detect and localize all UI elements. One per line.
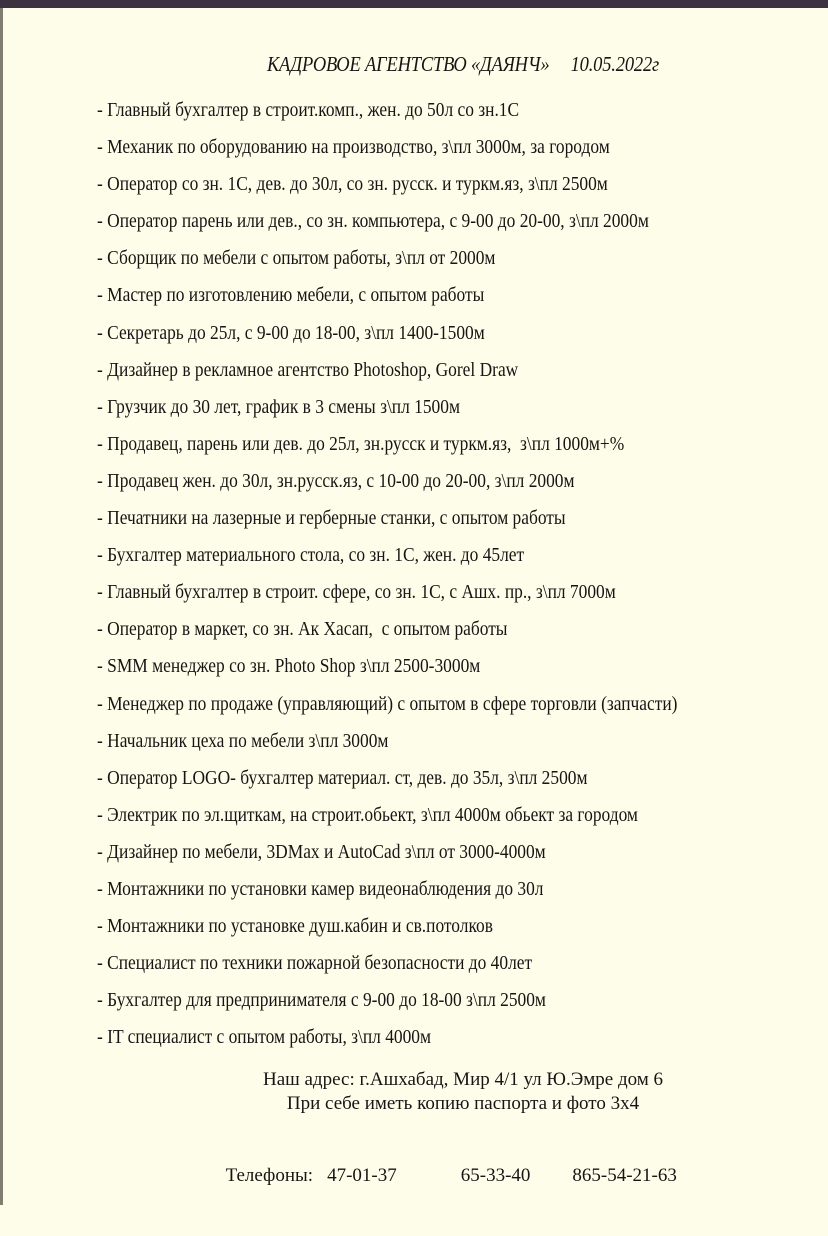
vacancy-item: - Секретарь до 25л, с 9-00 до 18-00, з\пл 1400-1500м xyxy=(97,321,485,344)
vacancy-item: - Продавец, парень или дев. до 25л, зн.русск и туркм.яз, з\пл 1000м+% xyxy=(97,432,625,455)
vacancy-item: - Оператор парень или дев., со зн. компьютера, с 9-00 до 20-00, з\пл 2000м xyxy=(97,210,649,233)
vacancy-item: - Сборщик по мебели с опытом работы, з\пл от 2000м xyxy=(97,247,496,270)
vacancy-item: - Печатники на лазерные и герберные станки, с опытом работы xyxy=(97,507,566,530)
phone-number: 865-54-21-63 xyxy=(572,1165,677,1186)
vacancy-item: - Монтажники по установке душ.кабин и св.потолков xyxy=(97,915,493,938)
document-date: 10.05.2022г xyxy=(570,52,660,76)
documents-note: При себе иметь копию паспорта и фото 3х4 xyxy=(286,1093,640,1114)
vacancy-item: - Начальник цеха по мебели з\пл 3000м xyxy=(97,729,389,752)
vacancy-item: - Продавец жен. до 30л, зн.русск.яз, с 10-00 до 20-00, з\пл 2000м xyxy=(97,469,575,492)
vacancy-item: - Главный бухгалтер в строит.комп., жен. до 50л со зн.1С xyxy=(97,99,520,121)
vacancy-list xyxy=(97,92,764,1056)
vacancy-item: - Оператор в маркет, со зн. Ак Хасап, с опытом работы xyxy=(97,618,508,641)
vacancy-item: - IT специалист с опытом работы, з\пл 4000м xyxy=(97,1026,432,1049)
phones-label: Телефоны: xyxy=(225,1165,314,1186)
agency-name: КАДРОВОЕ АГЕНТСТВО «ДАЯНЧ» xyxy=(266,52,550,76)
vacancy-item: - Мастер по изготовлению мебели, с опытом работы xyxy=(97,284,485,307)
vacancy-item: - Специалист по техники пожарной безопасности до 40лет xyxy=(97,952,533,975)
vacancy-item: - Оператор LOGO- бухгалтер материал. ст, дев. до 35л, з\пл 2500м xyxy=(97,766,588,789)
vacancy-item: - Бухгалтер материального стола, со зн. 1С, жен. до 45лет xyxy=(97,544,525,567)
vacancy-item: - Дизайнер по мебели, 3DMax и AutoCad з\пл от 3000-4000м xyxy=(97,840,546,863)
phones-line xyxy=(3,1116,828,1236)
vacancy-item: - SMM менеджер со зн. Photo Shop з\пл 2500-3000м xyxy=(97,655,481,678)
vacancy-item: - Оператор со зн. 1С, дев. до 30л, со зн. русск. и туркм.яз, з\пл 2500м xyxy=(97,173,608,196)
vacancy-item: - Дизайнер в рекламное агентство Photoshop, Gorel Draw xyxy=(97,358,519,381)
document-title xyxy=(58,52,828,77)
vacancy-item: - Бухгалтер для предпринимателя с 9-00 до 18-00 з\пл 2500м xyxy=(97,989,546,1012)
window-top-bar xyxy=(0,0,828,8)
contact-footer xyxy=(3,1068,828,1236)
vacancy-item: - Менеджер по продаже (управляющий) с опытом в сфере торговли (запчасти) xyxy=(97,692,678,715)
vacancy-item: - Монтажники по установки камер видеонаблюдения до 30л xyxy=(97,877,544,900)
document-page xyxy=(3,8,828,1205)
address-line: Наш адрес: г.Ашхабад, Мир 4/1 ул Ю.Эмре дом 6 xyxy=(262,1069,664,1090)
vacancy-item: - Главный бухгалтер в строит. сфере, со зн. 1С, с Ашх. пр., з\пл 7000м xyxy=(97,581,616,604)
vacancy-item: - Грузчик до 30 лет, график в 3 смены з\пл 1500м xyxy=(97,395,460,418)
phone-number: 47-01-37 xyxy=(327,1165,397,1186)
phone-number: 65-33-40 xyxy=(460,1165,531,1186)
vacancy-item: - Механик по оборудованию на производство, з\пл 3000м, за городом xyxy=(97,136,610,159)
vacancy-item: - Электрик по эл.щиткам, на строит.обьект, з\пл 4000м обьект за городом xyxy=(97,803,638,826)
